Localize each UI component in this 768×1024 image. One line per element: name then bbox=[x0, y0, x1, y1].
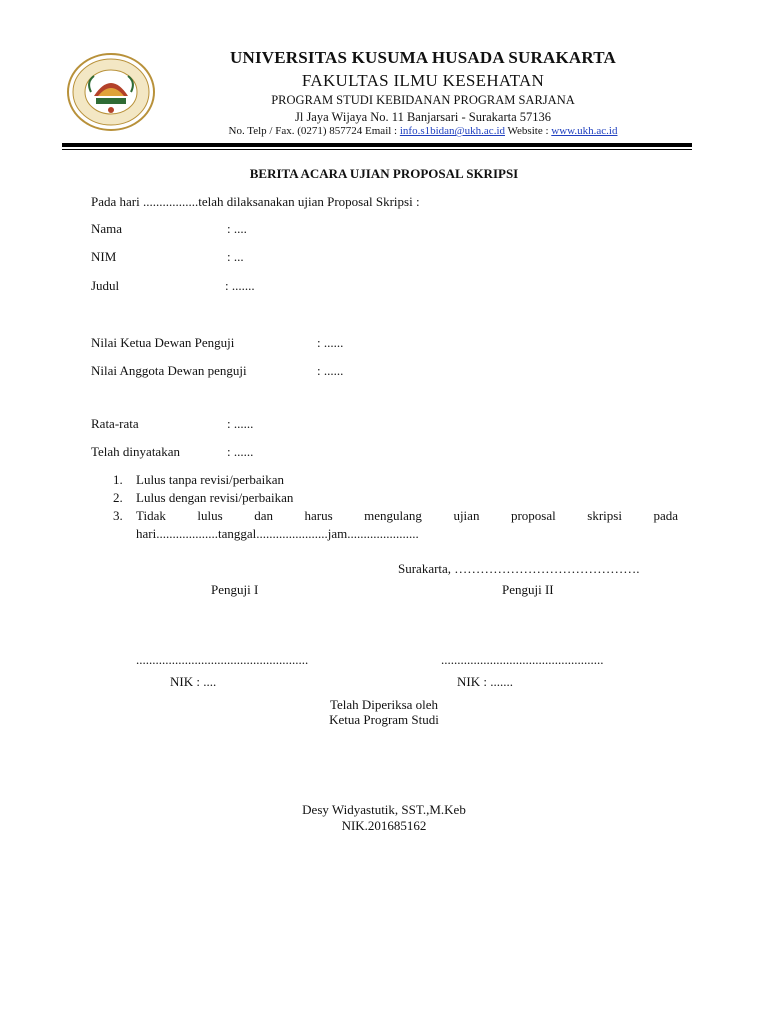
field-value-judul: : ....... bbox=[225, 278, 255, 293]
option-number-2: 2. bbox=[113, 490, 123, 505]
field-label-nim: NIM bbox=[91, 249, 117, 264]
declared-label: Telah dinyatakan bbox=[91, 444, 180, 459]
examiner-1-title: Penguji I bbox=[211, 582, 259, 597]
average-value: : ...... bbox=[227, 416, 254, 431]
header-rule-thick bbox=[62, 143, 692, 147]
email-link[interactable]: info.s1bidan@ukh.ac.id bbox=[399, 125, 505, 137]
address: Jl Jaya Wijaya No. 11 Banjarsari - Surakarta 57136 bbox=[294, 110, 552, 124]
score-value-member: : ...... bbox=[317, 363, 344, 378]
contact-prefix: No. Telp / Fax. (0271) 857724 Email : bbox=[228, 125, 400, 137]
option-text-3-cont: hari...................tanggal......................jam...................... bbox=[136, 526, 419, 541]
field-label-judul: Judul bbox=[91, 278, 120, 293]
header-rule-thin bbox=[62, 149, 692, 150]
examiner-1-sign-line: ..................................................... bbox=[136, 652, 309, 667]
head-name: Desy Widyastutik, SST.,M.Keb bbox=[302, 802, 466, 817]
field-value-nim: : ... bbox=[227, 249, 244, 264]
university-name: UNIVERSITAS KUSUMA HUSADA SURAKARTA bbox=[230, 48, 616, 67]
faculty-name: FAKULTAS ILMU KESEHATAN bbox=[301, 71, 545, 90]
score-label-chair: Nilai Ketua Dewan Penguji bbox=[91, 335, 235, 350]
program-name: PROGRAM STUDI KEBIDANAN PROGRAM SARJANA bbox=[271, 93, 575, 107]
declared-value: : ...... bbox=[227, 444, 254, 459]
website-prefix: Website : bbox=[505, 125, 552, 137]
head-nik: NIK.201685162 bbox=[341, 818, 427, 833]
examiner-2-title: Penguji II bbox=[502, 582, 554, 597]
examiner-2-nik: NIK : ....... bbox=[457, 674, 513, 689]
option-number-3: 3. bbox=[113, 508, 123, 523]
field-value-nama: : .... bbox=[227, 221, 247, 236]
university-seal-icon bbox=[66, 52, 156, 132]
place-date: Surakarta, ……………………………………. bbox=[398, 561, 640, 576]
option-text-1: Lulus tanpa revisi/perbaikan bbox=[136, 472, 285, 487]
website-link[interactable]: www.ukh.ac.id bbox=[551, 125, 618, 137]
examiner-1-nik: NIK : .... bbox=[170, 674, 217, 689]
examiner-2-sign-line: .................................................. bbox=[441, 652, 604, 667]
score-value-chair: : ...... bbox=[317, 335, 344, 350]
checked-by: Telah Diperiksa oleh bbox=[329, 697, 439, 712]
average-label: Rata-rata bbox=[91, 416, 139, 431]
intro-line: Pada hari .................telah dilaksanakan ujian Proposal Skripsi : bbox=[91, 194, 420, 209]
option-text-3: Tidak lulus dan harus mengulang ujian proposal skripsi pada bbox=[136, 508, 678, 523]
option-text-2: Lulus dengan revisi/perbaikan bbox=[136, 490, 294, 505]
option-number-1: 1. bbox=[113, 472, 123, 487]
document-title: BERITA ACARA UJIAN PROPOSAL SKRIPSI bbox=[249, 166, 519, 181]
score-label-member: Nilai Anggota Dewan penguji bbox=[91, 363, 247, 378]
field-label-nama: Nama bbox=[91, 221, 123, 236]
contact-line bbox=[180, 125, 666, 137]
head-title: Ketua Program Studi bbox=[329, 712, 439, 727]
